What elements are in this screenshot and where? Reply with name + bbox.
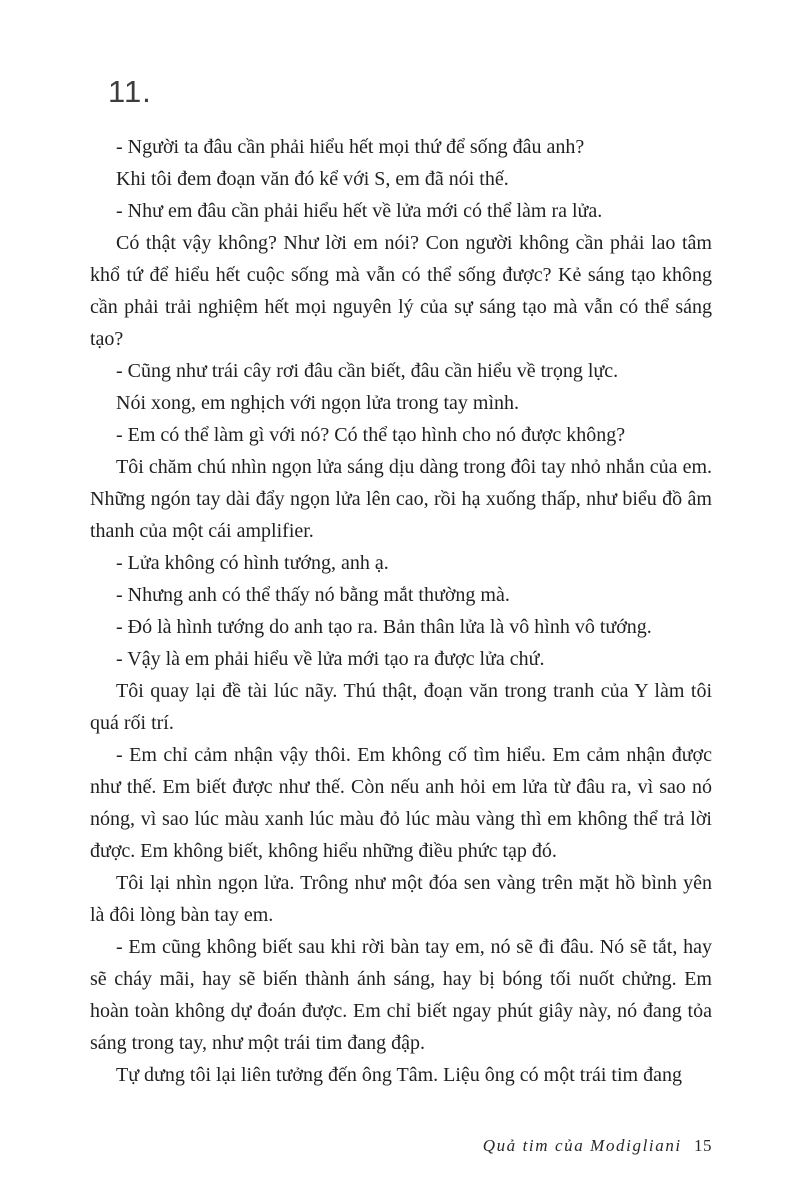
paragraph: - Lửa không có hình tướng, anh ạ. xyxy=(116,552,389,574)
paragraph: - Người ta đâu cần phải hiểu hết mọi thứ để sống đâu anh? xyxy=(116,136,585,158)
paragraph: Tôi quay lại đề tài lúc nãy. Thú thật, đoạn văn trong tranh của Y làm tôi quá rối trí. xyxy=(90,680,712,734)
paragraph: - Em có thể làm gì với nó? Có thể tạo hình cho nó được không? xyxy=(116,424,626,446)
page-footer xyxy=(483,1136,712,1156)
paragraph: Tự dưng tôi lại liên tưởng đến ông Tâm. Liệu ông có một trái tim đang xyxy=(116,1064,682,1086)
paragraph: - Đó là hình tướng do anh tạo ra. Bản thân lửa là vô hình vô tướng. xyxy=(116,616,652,638)
paragraph: Có thật vậy không? Như lời em nói? Con người không cần phải lao tâm khổ tứ để hiểu hết cuộc sống mà vẫn có thể sống được? Kẻ sáng tạo không cần phải trải nghiệm hết mọi nguyên lý của sự sáng tạo mà vẫn có thể sáng tạo? xyxy=(90,232,712,350)
paragraph: Tôi lại nhìn ngọn lửa. Trông như một đóa sen vàng trên mặt hồ bình yên là đôi lòng bàn tay em. xyxy=(90,872,712,926)
paragraph: - Như em đâu cần phải hiểu hết về lửa mới có thể làm ra lửa. xyxy=(116,200,603,222)
paragraph: - Em cũng không biết sau khi rời bàn tay em, nó sẽ đi đâu. Nó sẽ tắt, hay sẽ cháy mãi, hay sẽ biến thành ánh sáng, hay bị bóng tối nuốt chửng. Em hoàn toàn không dự đoán được. Em chỉ biết ngay phút giây này, nó đang tỏa sáng trong tay, như một trái tim đang đập. xyxy=(90,936,712,1054)
paragraph: - Cũng như trái cây rơi đâu cần biết, đâu cần hiểu về trọng lực. xyxy=(116,360,619,382)
paragraph: Nói xong, em nghịch với ngọn lửa trong tay mình. xyxy=(116,392,520,414)
paragraph: - Em chỉ cảm nhận vậy thôi. Em không cố tìm hiểu. Em cảm nhận được như thế. Em biết được như thế. Còn nếu anh hỏi em lửa từ đâu ra, vì sao nó nóng, vì sao lúc màu xanh lúc màu đỏ lúc màu vàng thì em không thể trả lời được. Em không biết, không hiểu những điều phức tạp đó. xyxy=(90,744,712,862)
paragraph: Tôi chăm chú nhìn ngọn lửa sáng dịu dàng trong đôi tay nhỏ nhắn của em. Những ngón tay dài đẩy ngọn lửa lên cao, rồi hạ xuống thấp, như biểu đồ âm thanh của một cái amplifier. xyxy=(90,456,712,542)
paragraph: Khi tôi đem đoạn văn đó kể với S, em đã nói thế. xyxy=(116,168,509,190)
paragraph: - Vậy là em phải hiểu về lửa mới tạo ra được lửa chứ. xyxy=(116,648,545,670)
footer-page-number: 15 xyxy=(694,1136,712,1155)
chapter-number: 11. xyxy=(108,74,152,109)
paragraph: - Nhưng anh có thể thấy nó bằng mắt thường mà. xyxy=(116,584,510,606)
footer-book-title: Quả tim của Modigliani xyxy=(482,1136,682,1155)
page-body xyxy=(90,131,712,1091)
